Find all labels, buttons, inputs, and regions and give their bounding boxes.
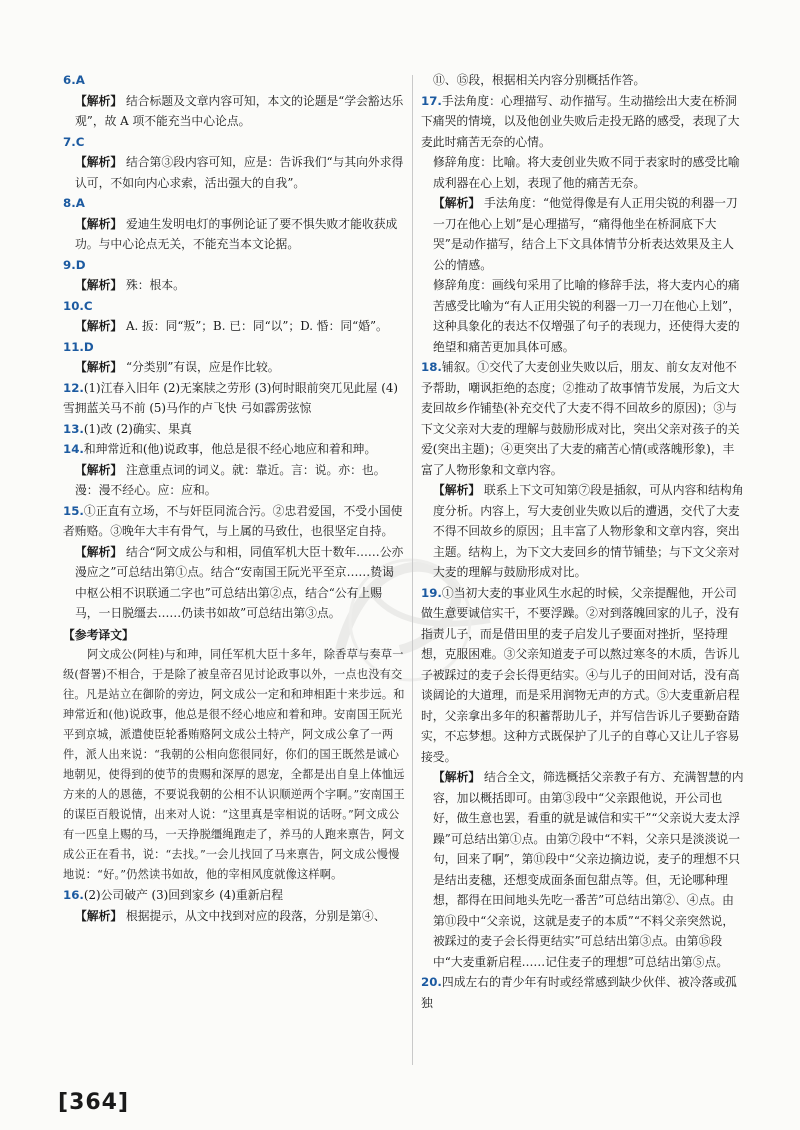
answer-16-continued: ⑪、⑮段，根据相关内容分别概括作答。 (433, 73, 646, 87)
answer-16: 16.(2)公司破产 (3)回到家乡 (4)重新启程 【解析】 根据提示，从文中找到对应的段落，分别是第④、 (63, 888, 386, 923)
page-number: [364] (58, 1090, 130, 1115)
answer-13: 13.(1)改 (2)确实、果真 (63, 421, 192, 436)
answer-19: 19.①当初大麦的事业风生水起的时候，父亲提醒他，开公司做生意要诚信实干，不要浮躁。②对到落魄回家的儿子，没有指责儿子，而是借田里的麦子启发儿子要面对挫折，坚持理想，克服困难。③父亲知道麦子可以熬过寒冬的木质，告诉儿子被踩过的麦子会长得更结实。④与儿子的田间对话，没有高谈阔论的大道理，而是采用润物无声的方式。⑤大麦重新启程时，父亲拿出多年的积蓄帮助儿子，并写信告诉儿子要勤奋踏实，不忘梦想。这种方式既保护了儿子的自尊心又让儿子容易接受。 【解析】 结合全文，筛选概括父亲教子有方、充满智慧的内容，加以概括即可。由第③段中“父亲跟他说，开公司也好，做生意也罢，看重的就是诚信和实干”“父亲说大麦太浮躁”可总结出第①点。由第⑦段中“不料，父亲只是淡淡说一句，回来了啊”，第⑪段中“父亲边摘边说，麦子的理想不只是结出麦穗，还想变成面条面包甜点等。但，无论哪种理想，都得在田间地头先吃一番苦”可总结出第②、④点。由第⑪段中“父亲说，这就是麦子的本质”“不料父亲突然说，被踩过的麦子会长得更结实”可总结出第③点。由第⑮段中“大麦重新启程……记住麦子的理想”可总结出第⑤点。 (421, 585, 744, 969)
answer-18: 18.铺叙。①交代了大麦创业失败以后，朋友、前女友对他不予帮助，嘲讽拒绝的态度；②推动了故事情节发展，为后文大麦回故乡作铺垫(补充交代了大麦不得不回故乡的原因)；③与下文父亲对大麦的理解与鼓励形成对比，突出父亲对孩子的关爱(突出主题)；④更突出了大麦的痛苦心情(或落魄形象)，丰富了人物形象和文章内容。 【解析】 联系上下文可知第⑦段是插叙，可从内容和结构角度分析。内容上，写大麦创业失败以后的遭遇，交代了大麦不得不回故乡的原因；且丰富了人物形象和文章内容，突出主题。结构上，为下文大麦回乡的情节铺垫；与下文父亲对大麦的理解与鼓励形成对比。 (421, 360, 744, 579)
answer-9: 9.D 【解析】 殊：根本。 (63, 257, 185, 292)
left-column (63, 70, 405, 926)
reference-translation: 【参考译文】 阿文成公(阿桂)与和珅，同任军机大臣十多年，除香草与奏草一级(督署)不相合，于是除了被皇帝召见讨论政事以外，一点也没有交往。凡是站立在御阶的旁边，阿文成公一定和和珅相距十来步远。和珅常近和(他)说政事，他总是很不经心地应和着和珅。安南国王阮光平到京城，派遣使臣轮番贿赂阿文成公土特产，阿文成公拿了一两件，派人出来说：“我朝的公相向您很同好，你们的国王既然是诚心地朝见，使得到的使节的贵赐和深厚的恩宠，全都是出自皇上体恤远方来的人的恩德，不要说我朝的公相不认识顺逆两个字啊。”安南国王的谋臣百般说情，出来对人说：“这里真是宰相说的话呀。”阿文成公有一匹皇上赐的马，一天挣脱缰绳跑走了，养马的人跑来禀告，阿文成公正在看书，说：“去找。”一会儿找回了马来禀告，阿文成公慢慢地说：“好。”仍然读书如故，他的宰相风度就像这样啊。 (63, 627, 405, 881)
answer-12: 12.(1)江春入旧年 (2)无案牍之劳形 (3)何时眼前突兀见此屋 (4)雪拥蓝关马不前 (5)马作的卢飞快 弓如霹雳弦惊 (63, 380, 398, 415)
answer-8: 8.A 【解析】 爱迪生发明电灯的事例论证了要不惧失败才能收获成功。与中心论点无关，不能充当本文论据。 (63, 196, 398, 251)
answer-17: 17.手法角度：心理描写、动作描写。生动描绘出大麦在桥洞下痛哭的情境，以及他创业失败后走投无路的感受，表现了大麦此时痛苦无奈的心情。 修辞角度：比喻。将大麦创业失败不同于表家时的感受比喻成利器在心上划，表现了他的痛苦无奈。 【解析】 手法角度：“他觉得像是有人正用尖锐的利器一刀一刀在他心上划”是心理描写，“痛得他坐在桥洞底下大哭”是动作描写，结合上下文具体情节分析表达效果及主人公的情感。 修辞角度：画线句采用了比喻的修辞手法，将大麦内心的痛苦感受比喻为“有人正用尖锐的利器一刀一刀在他心上划”，这种具象化的表达不仅增强了句子的表现力，还使得大麦的绝望和痛苦更加具体可感。 (421, 93, 740, 354)
answer-14: 14.和珅常近和(他)说政事，他总是很不经心地应和着和珅。 【解析】 注意重点词的词义。就：靠近。言：说。亦：也。漫：漫不经心。应：应和。 (63, 442, 386, 497)
right-column (421, 70, 745, 1013)
answer-15: 15.①正直有立场，不与奸臣同流合污。②忠君爱国，不受小国使者贿赂。③晚年大丰有骨气，与上属的马致仕，也很坚定自持。 【解析】 结合“阿文成公与和相，同值军机大臣十数年……公亦漫应之”可总结出第①点。结合“安南国王阮光平至京……贽谒中枢公相不识联通二字也”可总结出第②点，结合“公有上赐马，一日脱缰去……仍读书如故”可总结出第③点。 (63, 503, 404, 620)
answer-11: 11.D 【解析】 “分类别”有误，应是作比较。 (63, 339, 280, 374)
answer-10: 10.C 【解析】 A. 扳：同“叛”；B. 已：同“以”；D. 惛：同“婚”。 (63, 298, 388, 333)
answer-20: 20.四成左右的青少年有时或经常感到缺少伙伴、被冷落或孤独 (421, 975, 737, 1010)
answer-6: 6.A 【解析】 结合标题及文章内容可知，本文的论题是“学会豁达乐观”，故 A 项不能充当中心论点。 (63, 73, 404, 128)
answer-7: 7.C 【解析】 结合第③段内容可知，应是：告诉我们“与其向外求得认可，不如向内心求索，活出强大的自我”。 (63, 134, 404, 190)
column-divider (412, 75, 413, 1065)
